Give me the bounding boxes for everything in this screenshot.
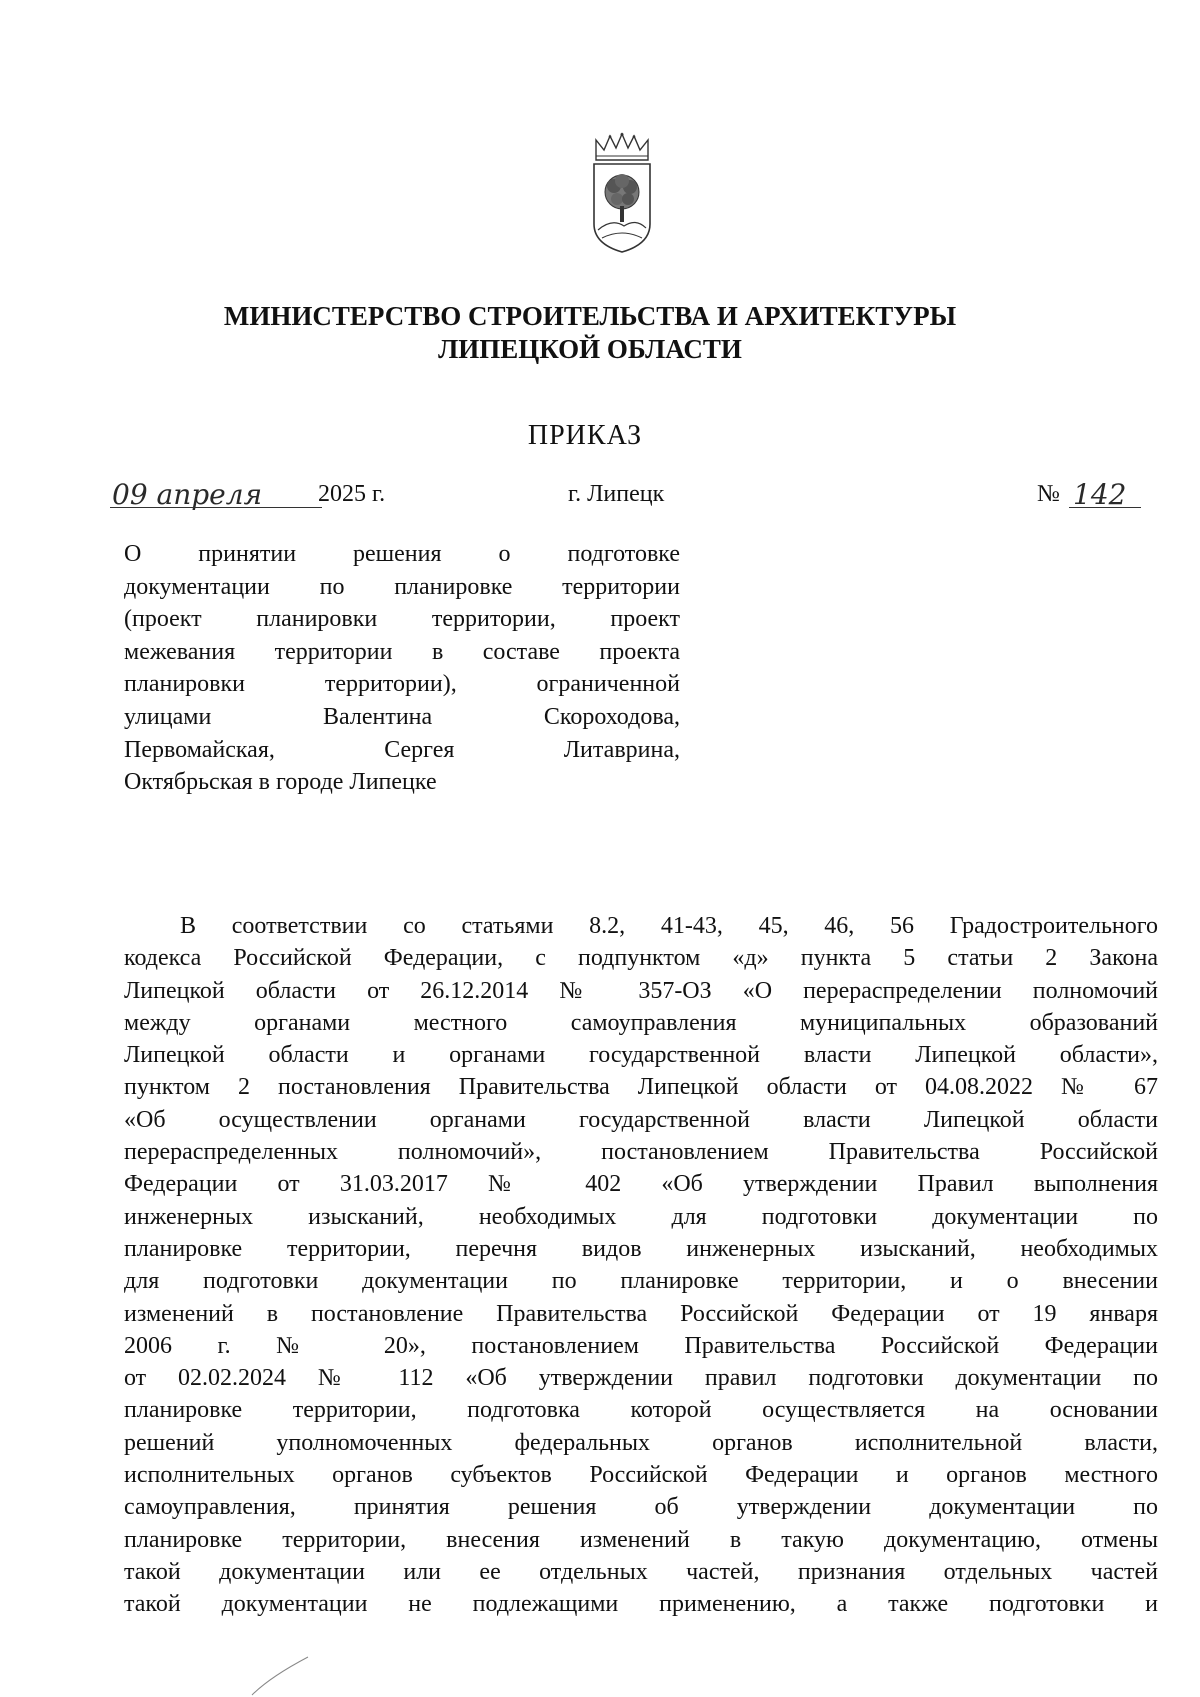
body-line: Липецкой области и органами государственной власти Липецкой области», — [124, 1042, 1158, 1069]
ministry-name — [150, 300, 1030, 366]
body-line: планировке территории, внесения изменений в такую документацию, отмены — [124, 1526, 1158, 1553]
subject-line: Октябрьская в городе Липецке — [124, 769, 437, 796]
body-line: Липецкой области от 26.12.2014 № 357-ОЗ «О перераспределении полномочий — [124, 977, 1158, 1004]
handwritten-number: 142 — [1073, 478, 1127, 511]
body-line: от 02.02.2024 № 112 «Об утверждении правил подготовки документации по — [124, 1365, 1158, 1392]
order-date — [110, 478, 630, 514]
body-line: перераспределенных полномочий», постановлением Правительства Российской — [124, 1139, 1158, 1166]
subject-line: планировки территории), ограниченной — [124, 671, 680, 698]
order-city: г. Липецк — [568, 481, 665, 507]
date-underline — [110, 507, 322, 508]
body-line: инженерных изысканий, необходимых для подготовки документации по — [124, 1203, 1158, 1230]
document-type-title: ПРИКАЗ — [527, 420, 643, 451]
subject-line: улицами Валентина Скороходова, — [124, 703, 680, 730]
coat-of-arms-icon — [590, 132, 654, 256]
subject-line: Первомайская, Сергея Литаврина, — [124, 736, 680, 763]
body-line: решений уполномоченных федеральных органов исполнительной власти, — [124, 1429, 1158, 1456]
body-line: «Об осуществлении органами государственной власти Липецкой области — [124, 1106, 1158, 1133]
body-line: такой документации или ее отдельных частей, признания отдельных частей — [124, 1558, 1158, 1585]
order-subject — [124, 538, 680, 799]
subject-line: межевания территории в составе проекта — [124, 638, 680, 665]
body-line: Федерации от 31.03.2017 № 402 «Об утверждении Правил выполнения — [124, 1171, 1158, 1198]
body-line: исполнительных органов субъектов Российской Федерации и органов местного — [124, 1462, 1158, 1489]
body-line: планировке территории, перечня видов инженерных изысканий, необходимых — [124, 1235, 1158, 1262]
body-line: кодекса Российской Федерации, с подпунктом «д» пункта 5 статьи 2 Закона — [124, 945, 1158, 972]
body-line: изменений в постановление Правительства Российской Федерации от 19 января — [124, 1300, 1158, 1327]
body-line: планировке территории, подготовка которой осуществляется на основании — [124, 1397, 1158, 1424]
ministry-name-line1: МИНИСТЕРСТВО СТРОИТЕЛЬСТВА И АРХИТЕКТУРЫ — [223, 301, 957, 331]
order-year: 2025 г. — [318, 481, 386, 507]
pen-stroke-mark — [250, 1655, 310, 1697]
order-number — [1037, 478, 1157, 514]
body-line: между органами местного самоуправления муниципальных образований — [124, 1009, 1158, 1036]
order-preamble — [124, 910, 1158, 1621]
body-line: такой документации не подлежащими применению, а также подготовки и — [124, 1591, 1158, 1618]
ministry-name-line2: ЛИПЕЦКОЙ ОБЛАСТИ — [438, 334, 742, 364]
number-underline — [1069, 507, 1141, 508]
body-line: В соответствии со статьями 8.2, 41-43, 45, 46, 56 Градостроительного — [180, 913, 1158, 939]
body-line: самоуправления, принятия решения об утверждении документации по — [124, 1494, 1158, 1521]
subject-line: (проект планировки территории, проект — [124, 606, 680, 633]
handwritten-date: 09 апреля — [112, 478, 263, 511]
subject-line: документации по планировке территории — [124, 573, 680, 600]
body-line: 2006 г. № 20», постановлением Правительства Российской Федерации — [124, 1332, 1158, 1359]
subject-line: О принятии решения о подготовке — [124, 541, 680, 567]
body-line: пунктом 2 постановления Правительства Липецкой области от 04.08.2022 № 67 — [124, 1074, 1158, 1101]
body-line: для подготовки документации по планировке территории, и о внесении — [124, 1268, 1158, 1295]
number-sign: № — [1037, 481, 1060, 507]
